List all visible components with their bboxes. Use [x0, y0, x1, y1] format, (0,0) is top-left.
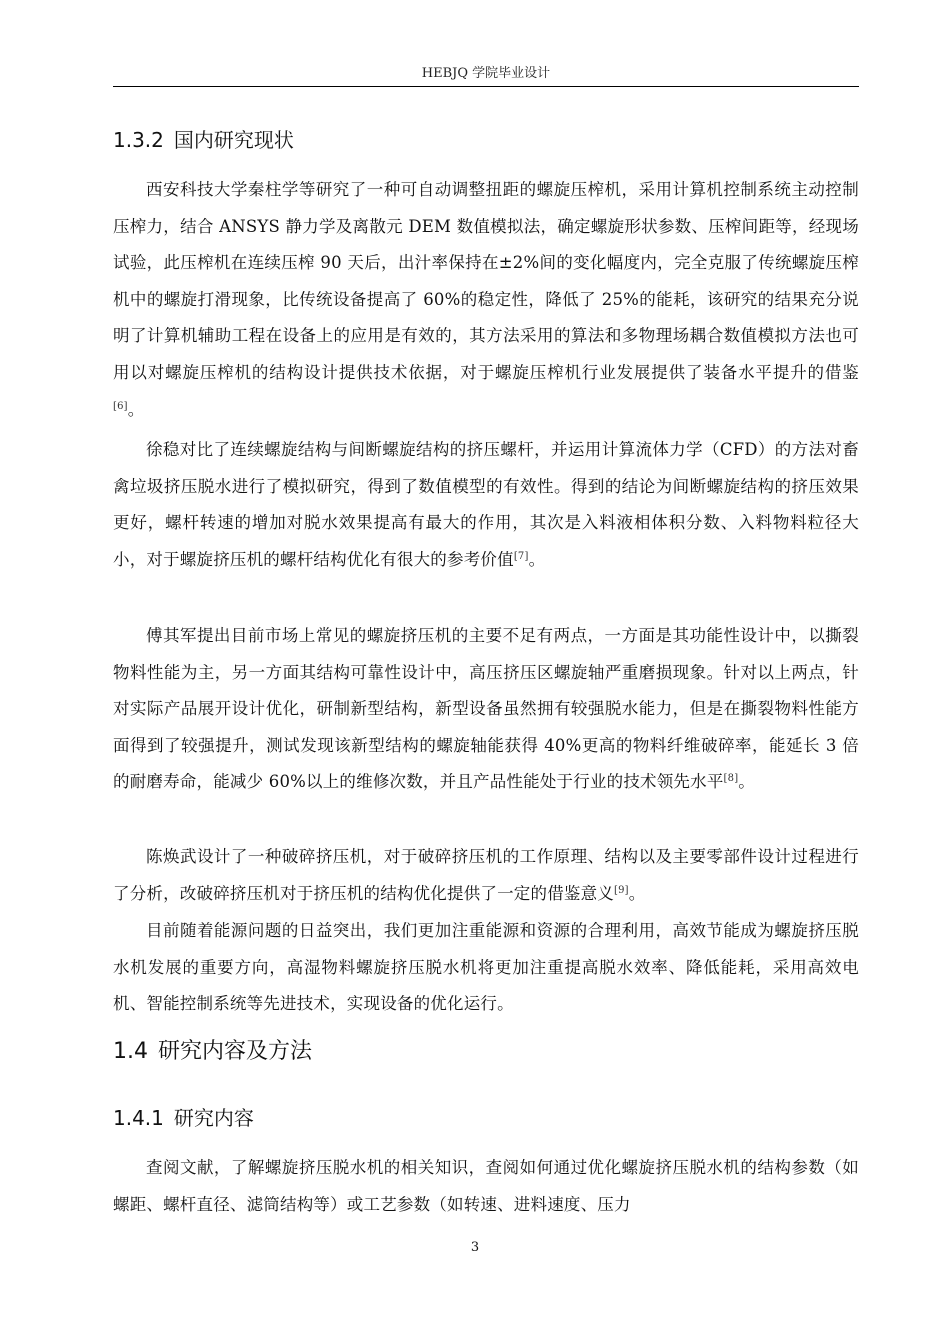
paragraph-text: 西安科技大学秦柱学等研究了一种可自动调整扭距的螺旋压榨机，采用计算机控制系统主动控制压榨力，结合 ANSYS 静力学及离散元 DEM 数值模拟法，确定螺旋形状参数、压榨间距等，经现场试验，此压榨机在连续压榨 90 天后，出汁率保持在±2%间的变化幅度内，完全克服了传统螺旋压榨机中的螺旋打滑现象，比传统设备提高了 60%的稳定性，降低了 25%的能耗，该研究的结果充分说明了计算机辅助工程在设备上的应用是有效的，其方法采用的算法和多物理场耦合数值模拟方法也可用以对螺旋压榨机的结构设计提供技术依据，对于螺旋压榨机行业发展提供了装备水平提升的借鉴	[113, 180, 859, 382]
citation: [8]	[723, 773, 739, 785]
paragraph-text: 查阅文献，了解螺旋挤压脱水机的相关知识，查阅如何通过优化螺旋挤压脱水机的结构参数（如螺距、螺杆直径、滤筒结构等）或工艺参数（如转速、进料速度、压力	[113, 1158, 859, 1214]
paragraph-end: 。	[628, 883, 646, 903]
header-rule	[113, 86, 859, 87]
paragraph-end: 。	[127, 399, 145, 419]
citation: [9]	[614, 884, 629, 896]
paragraph-text: 徐稳对比了连续螺旋结构与间断螺旋结构的挤压螺杆，并运用计算流体力学（CFD）的方法对畜禽垃圾挤压脱水进行了模拟研究，得到了数值模型的有效性。得到的结论为间断螺旋结构的挤压效果更好，螺杆转速的增加对脱水效果提高有最大的作用，其次是入料液相体积分数、入料物料粒径大小，对于螺旋挤压机的螺杆结构优化有很大的参考价值	[113, 440, 859, 569]
citation: [7]	[513, 550, 529, 562]
paragraph	[113, 1150, 859, 1223]
citation: [6]	[113, 400, 128, 412]
section-number: 1.4	[113, 1039, 148, 1064]
section-title: 研究内容及方法	[158, 1039, 313, 1064]
section-title: 国内研究现状	[173, 128, 294, 152]
section-heading-1-4-1	[113, 1106, 254, 1130]
paragraph-end: 。	[738, 772, 755, 792]
section-number: 1.4.1	[113, 1106, 164, 1130]
paragraph-text: 傅其军提出目前市场上常见的螺旋挤压机的主要不足有两点，一方面是其功能性设计中，以撕裂物料性能为主，另一方面其结构可靠性设计中，高压挤压区螺旋轴严重磨损现象。针对以上两点，针对实际产品展开设计优化，研制新型结构，新型设备虽然拥有较强脱水能力，但是在撕裂物料性能方面得到了较强提升，测试发现该新型结构的螺旋轴能获得 40%更高的物料纤维破碎率，能延长 3 倍的耐磨寿命，能减少 60%以上的维修次数，并且产品性能处于行业的技术领先水平	[113, 626, 859, 792]
page-header: HEBJQ 学院毕业设计	[421, 66, 551, 81]
page-number: 3	[470, 1240, 480, 1255]
paragraph	[113, 913, 859, 1023]
paragraph	[113, 432, 859, 578]
section-heading-1-3-2	[113, 128, 294, 152]
paragraph	[113, 839, 859, 912]
section-title: 研究内容	[173, 1106, 254, 1130]
paragraph-text: 陈焕武设计了一种破碎挤压机，对于破碎挤压机的工作原理、结构以及主要零部件设计过程进行了分析，改破碎挤压机对于挤压机的结构优化提供了一定的借鉴意义	[113, 847, 859, 903]
section-number: 1.3.2	[113, 128, 164, 152]
paragraph	[113, 618, 859, 801]
section-heading-1-4	[113, 1039, 312, 1065]
paragraph	[113, 172, 859, 428]
paragraph-end: 。	[528, 549, 546, 569]
paragraph-text: 目前随着能源问题的日益突出，我们更加注重能源和资源的合理利用，高效节能成为螺旋挤压脱水机发展的重要方向，高湿物料螺旋挤压脱水机将更加注重提高脱水效率、降低能耗，采用高效电机、智能控制系统等先进技术，实现设备的优化运行。	[113, 921, 859, 1014]
